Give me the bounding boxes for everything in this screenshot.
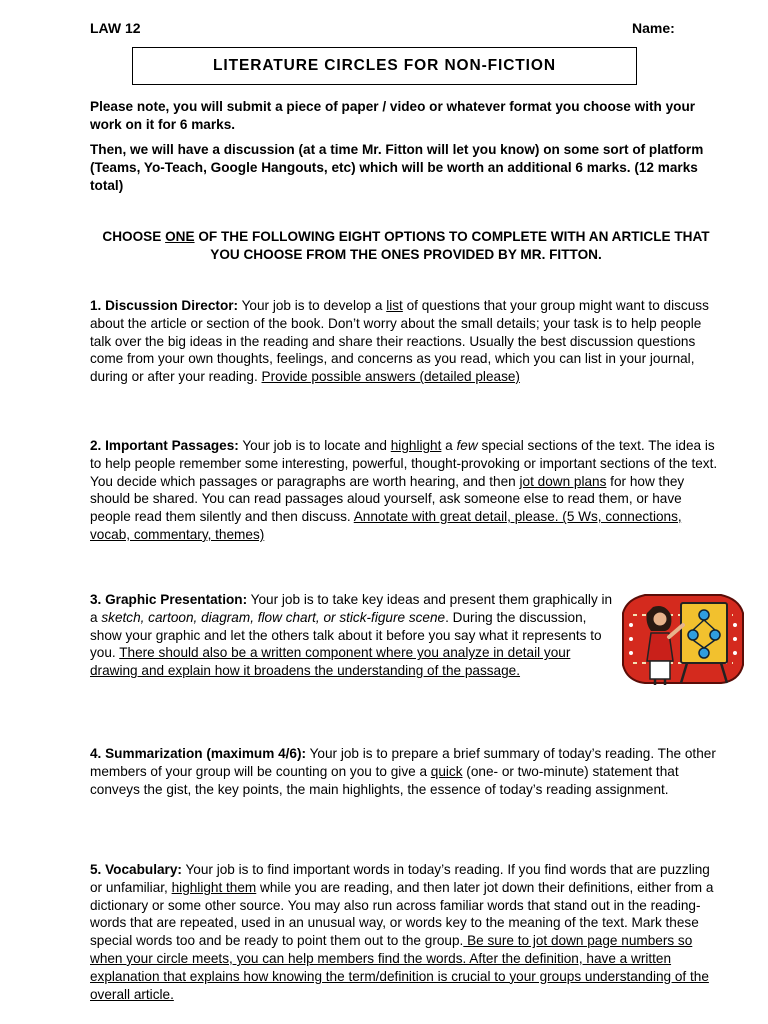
section-summarization: 4. Summarization (maximum 4/6): Your job is to prepare a brief summary of today’s reading. The other members of your group will be counting on you to give a quick (one- or two-minute) statement that conveys the gist, the key points, the main highlights, the essence of today’s reading assignment. [90,746,716,797]
emphasis-one: ONE [165,229,195,244]
section-title: 3. Graphic Presentation: [90,592,248,607]
title-box [132,47,637,85]
section-title: 5. Vocabulary: [90,862,182,877]
discussion-note: Then, we will have a discussion (at a time Mr. Fitton will let you know) on some sort of platform (Teams, Yo-Teach, Google Hangouts, etc) which will be worth an additional 6 marks. (12 marks total) [90,142,704,193]
choose-instruction: CHOOSE ONE OF THE FOLLOWING EIGHT OPTIONS TO COMPLETE WITH AN ARTICLE THAT YOU CHOOSE FROM THE ONES PROVIDED BY MR. FITTON. [102,229,710,262]
section-vocabulary: 5. Vocabulary: Your job is to find important words in today’s reading. If you find words that are puzzling or unfamiliar, highlight them while you are reading, and then later jot down their definitions, either from a dictionary or some other source. You may also run across familiar words that stand out in the reading-words that are repeated, used in an unusual way, or words key to the meaning of the text. Mark these special words too and be ready to point them out to the group. Be sure to jot down page numbers so when your circle meets, you can help members find the words. After the definition, have a written explanation that explains how knowing the term/definition is crucial to your groups understanding of the overall article. [90,862,714,1002]
page-title: LITERATURE CIRCLES FOR NON-FICTION [213,57,556,74]
section-graphic-presentation: 3. Graphic Presentation: Your job is to take key ideas and present them graphically in a sketch, cartoon, diagram, flow chart, or stick-figure scene. During the discussion, show your graphic and let the others talk about it before you say what it represents to you. There should also be a written component where you analyze in detail your drawing and explain how it broadens the understanding of the passage. [90,592,613,679]
section-title: 4. Summarization (maximum 4/6): [90,746,307,761]
course-code: LAW 12 [90,20,141,36]
submission-note: Please note, you will submit a piece of paper / video or whatever format you choose with your work on it for 6 marks. [90,99,696,132]
name-label: Name: [632,20,675,36]
presenter-clipart-icon [617,585,749,689]
section-discussion-director: 1. Discussion Director: Your job is to develop a list of questions that your group might want to discuss about the article or section of the book. Don’t worry about the small details; your task is to help people talk over the big ideas in the reading and share their reactions. Usually the best discussion questions come from your own thoughts, feelings, and concerns as you read, which you can list in your journal, during or after your reading. Provide possible answers (detailed please) [90,298,709,385]
section-title: 2. Important Passages: [90,438,239,453]
section-important-passages: 2. Important Passages: Your job is to locate and highlight a few special sections of the text. The idea is to help people remember some interesting, powerful, thought-provoking or important sections of the text. You decide which passages or paragraphs are worth hearing, and then jot down plans for how they should be shared. You can read passages aloud yourself, ask someone else to read them, or have people read them silently and then discuss. Annotate with great detail, please. (5 Ws, connections, vocab, commentary, themes) [90,438,718,542]
section-title: 1. Discussion Director: [90,298,239,313]
